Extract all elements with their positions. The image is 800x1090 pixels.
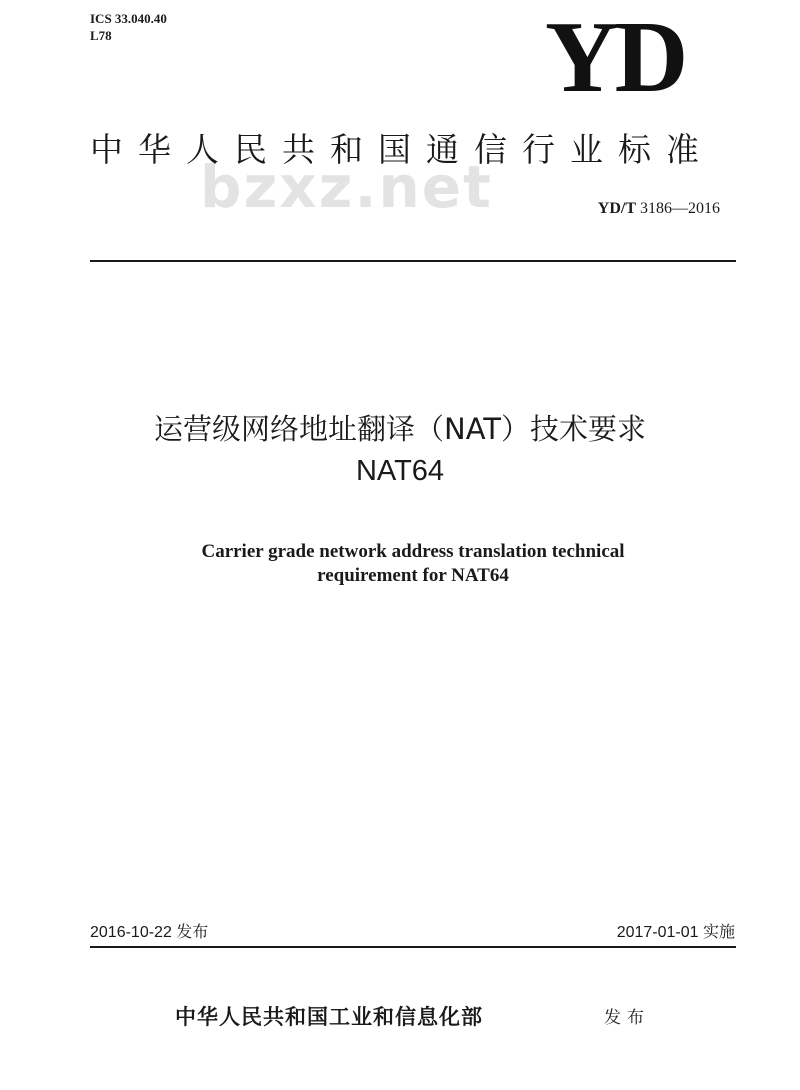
standard-number <box>560 198 720 220</box>
title-english-line1: Carrier grade network address translation technical <box>201 541 625 562</box>
title-english <box>0 540 800 588</box>
bottom-divider <box>90 946 736 948</box>
classification-codes <box>90 10 167 44</box>
standard-prefix: YD/T <box>597 200 636 217</box>
publisher: 中华人民共和国工业和信息化部 <box>175 1004 483 1029</box>
implementation-date: 2017-01-01 实施 <box>616 924 735 941</box>
publish-label: 发布 <box>604 1008 650 1028</box>
yd-logo: YD <box>545 1 685 114</box>
ics-code: ICS 33.040.40 <box>90 11 167 26</box>
title-chinese-line1: 运营级网络地址翻译（NAT）技术要求 <box>154 412 646 446</box>
issue-date: 2016-10-22 发布 <box>90 924 209 941</box>
title-chinese-line2: NAT64 <box>355 455 445 487</box>
watermark: bzxz.net <box>200 153 493 221</box>
standard-number-value: 3186—2016 <box>640 200 720 217</box>
standard-category-title: 中华人民共和国通信行业标准 <box>90 130 714 169</box>
ccs-code: L78 <box>90 28 112 43</box>
title-english-line2: requirement for NAT64 <box>317 565 509 586</box>
top-divider <box>90 260 736 262</box>
